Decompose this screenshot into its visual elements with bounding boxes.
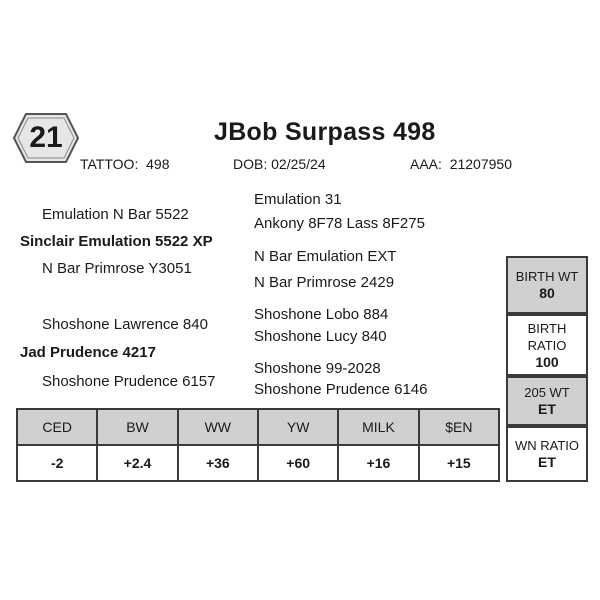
animal-name: JBob Surpass 498 (214, 118, 436, 146)
birth-weight-label: BIRTH WT (515, 269, 579, 284)
tattoo-label: TATTOO: (80, 156, 139, 172)
epd-value-bw: +2.4 (97, 445, 177, 481)
pedigree-dam-dam-sire: Shoshone 99-2028 (254, 360, 381, 377)
wn-ratio-label: WN RATIO (514, 438, 580, 453)
wn-ratio-box (506, 426, 588, 482)
epd-header-yw: YW (258, 409, 338, 445)
tattoo-info (80, 156, 169, 172)
pedigree-sire-sire-dam: Ankony 8F78 Lass 8F275 (254, 215, 425, 232)
birth-weight-value: 80 (539, 285, 555, 301)
epd-header-ww: WW (178, 409, 258, 445)
epd-header-bw: BW (97, 409, 177, 445)
wt205-value: ET (538, 401, 556, 417)
birth-ratio-label-1: BIRTH (527, 320, 567, 336)
dob-value: 02/25/24 (271, 156, 326, 172)
birth-ratio-value: 100 (535, 353, 559, 370)
dob-label: DOB: (233, 156, 268, 172)
aaa-label: AAA: (410, 156, 442, 172)
epd-table (16, 408, 500, 482)
epd-value-milk: +16 (338, 445, 418, 481)
pedigree-dam: Jad Prudence 4217 (20, 344, 156, 361)
tattoo-value: 498 (146, 156, 170, 172)
epd-value-ww: +36 (178, 445, 258, 481)
epd-value-ced: -2 (17, 445, 97, 481)
epd-value-yw: +60 (258, 445, 338, 481)
pedigree-sire-dam-dam: N Bar Primrose 2429 (254, 274, 395, 291)
birth-weight-box (506, 256, 588, 314)
epd-header-en: $EN (419, 409, 499, 445)
pedigree-sire-sire-sire: Emulation 31 (254, 191, 342, 208)
aaa-info (410, 156, 512, 172)
pedigree-dam-sire-dam: Shoshone Lucy 840 (254, 328, 387, 345)
epd-value-row (17, 445, 499, 481)
lot-number-badge (12, 112, 80, 164)
lot-number: 21 (29, 121, 63, 154)
wn-ratio-value: ET (538, 454, 556, 470)
wt205-label: 205 WT (524, 385, 570, 400)
epd-header-milk: MILK (338, 409, 418, 445)
pedigree-dam-dam: Shoshone Prudence 6157 (42, 373, 216, 390)
pedigree-dam-sire: Shoshone Lawrence 840 (42, 316, 208, 333)
wt205-box (506, 376, 588, 426)
epd-header-row (17, 409, 499, 445)
pedigree-sire-sire: Emulation N Bar 5522 (42, 206, 189, 223)
pedigree-dam-dam-dam: Shoshone Prudence 6146 (254, 381, 428, 398)
epd-value-en: +15 (419, 445, 499, 481)
pedigree-sire: Sinclair Emulation 5522 XP (20, 233, 213, 250)
pedigree-dam-sire-sire: Shoshone Lobo 884 (254, 306, 389, 323)
birth-ratio-box (506, 314, 588, 376)
pedigree-sire-dam-sire: N Bar Emulation EXT (254, 248, 397, 265)
pedigree-sire-dam: N Bar Primrose Y3051 (42, 260, 192, 277)
aaa-value: 21207950 (449, 156, 512, 172)
epd-header-ced: CED (17, 409, 97, 445)
birth-ratio-label-2: RATIO (527, 337, 567, 353)
dob-info (233, 156, 326, 172)
